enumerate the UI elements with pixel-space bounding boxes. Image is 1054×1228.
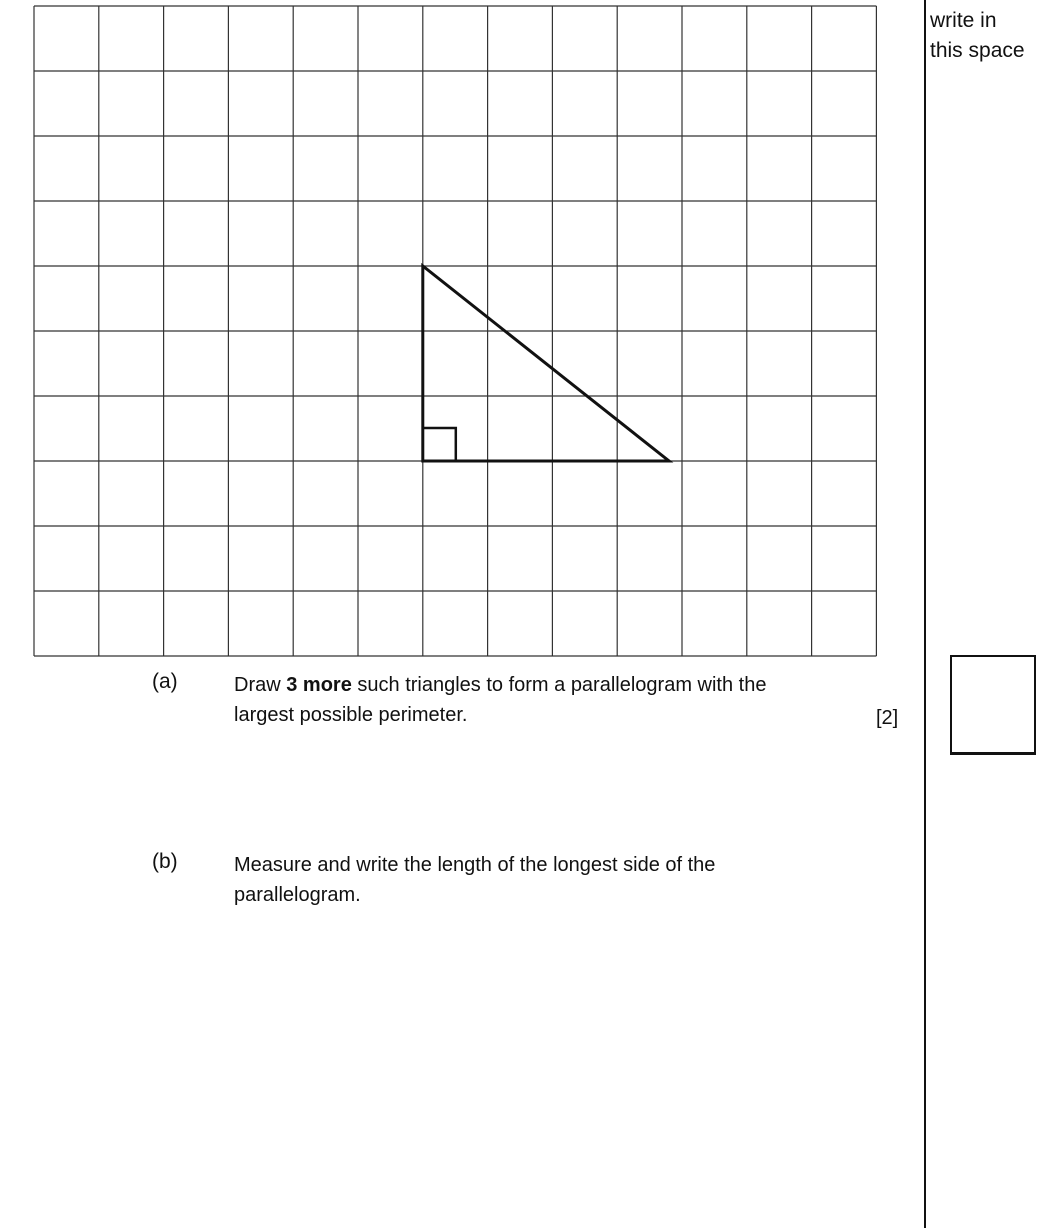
question-a-text-before: Draw xyxy=(234,674,287,696)
triangle-outline xyxy=(423,266,669,461)
margin-note xyxy=(930,6,1050,66)
question-a-marks: [2] xyxy=(876,707,899,729)
question-a-text xyxy=(234,670,854,730)
right-triangle xyxy=(423,266,669,461)
right-angle-marker xyxy=(423,428,456,461)
question-b-label: (b) xyxy=(152,850,178,873)
question-b-line2: parallelogram. xyxy=(234,884,361,906)
question-b-line1: Measure and write the length of the longest side of the xyxy=(234,854,716,876)
question-a-text-after: such triangles to form a parallelogram with the xyxy=(351,674,767,696)
margin-note-line2: this space xyxy=(930,39,1025,62)
question-a-line2: largest possible perimeter. xyxy=(234,704,468,726)
grid-lines xyxy=(34,6,876,656)
margin-note-line1: write in xyxy=(930,9,997,32)
question-b-text xyxy=(234,850,854,910)
margin-rule xyxy=(924,0,926,1228)
examiner-mark-box[interactable] xyxy=(950,655,1036,755)
question-a-line1 xyxy=(234,670,854,700)
question-a-label: (a) xyxy=(152,670,178,693)
question-a-text-bold: 3 more xyxy=(286,674,352,696)
